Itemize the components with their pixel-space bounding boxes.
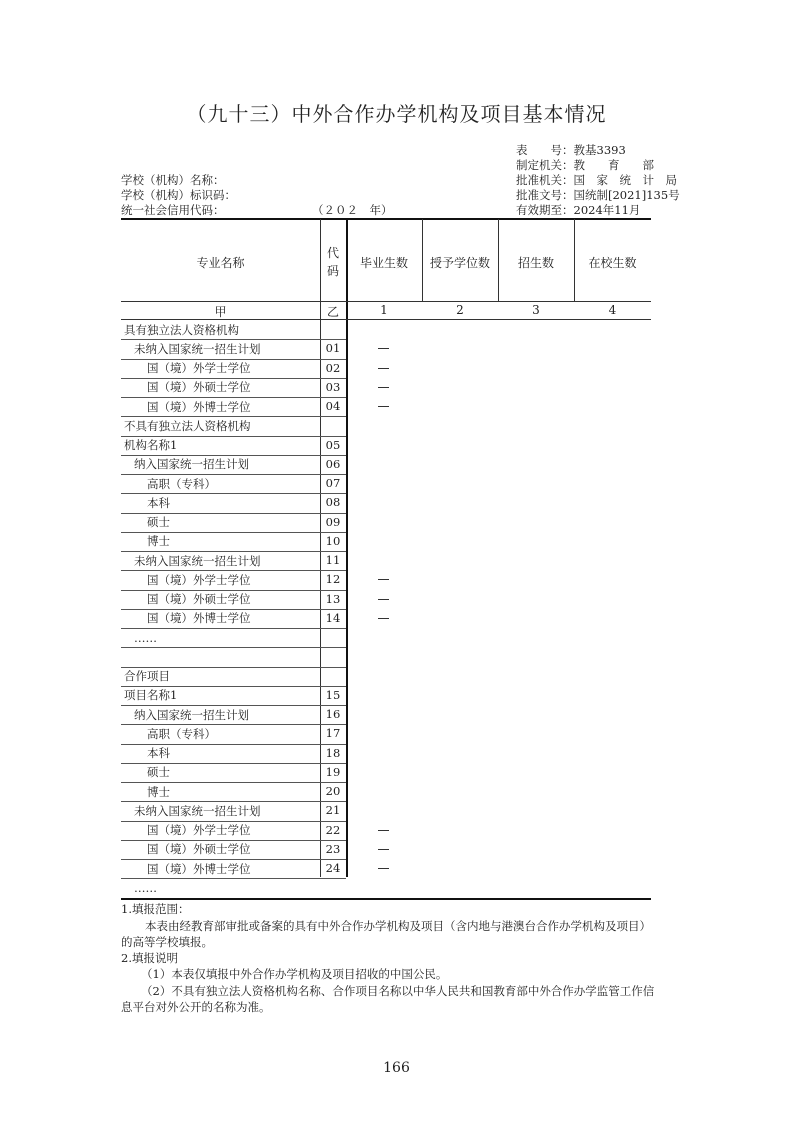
not-applicable-dash <box>378 849 389 850</box>
row-label: 高职（专科） <box>147 476 216 491</box>
authority: 制定机关：教 育 部 <box>516 158 654 172</box>
index-col-1: 1 <box>380 303 388 317</box>
row-label: 国（境）外学士学位 <box>147 572 251 587</box>
col-header-degrees: 授予学位数 <box>429 256 490 270</box>
row-label: 本科 <box>147 746 170 760</box>
row-label: 博士 <box>147 534 170 549</box>
row-code: 11 <box>325 553 341 567</box>
row-label: 纳入国家统一招生计划 <box>134 457 249 472</box>
row-label: 硕士 <box>147 765 170 780</box>
note-1-title: 1.填报范围： <box>121 902 190 916</box>
row-code: 15 <box>325 687 341 702</box>
report-year: （２０２ 年） <box>312 203 393 217</box>
row-code: 02 <box>325 360 341 375</box>
row-label: 国（境）外硕士学位 <box>147 380 251 395</box>
row-code: 03 <box>325 379 341 394</box>
row-code: 04 <box>325 399 341 413</box>
approval-doc: 批准文号：国统制[2021]135号 <box>516 188 680 202</box>
col-header-major: 专业名称 <box>196 256 245 270</box>
col-divider-data <box>346 219 348 877</box>
row-code: 13 <box>325 591 341 606</box>
table-bottom-rule <box>121 898 651 900</box>
note-2-item-1: （1）本表仅填报中外合作办学机构及项目招收的中国公民。 <box>141 967 448 981</box>
approver: 批准机关：国 家 统 计 局 <box>516 173 677 187</box>
row-label: …… <box>134 630 157 645</box>
header-rule <box>121 301 651 302</box>
row-label: 合作项目 <box>124 669 170 683</box>
row-label: 国（境）外博士学位 <box>147 861 251 876</box>
school-id-label: 学校（机构）标识码： <box>121 188 236 202</box>
col-header-enrollment: 招生数 <box>517 256 554 270</box>
row-code: 06 <box>325 456 341 471</box>
not-applicable-dash <box>378 387 389 388</box>
row-code: 09 <box>325 514 341 529</box>
not-applicable-dash <box>378 348 389 349</box>
index-major: 甲 <box>214 305 227 319</box>
not-applicable-dash <box>378 406 389 407</box>
row-label: 不具有独立法人资格机构 <box>124 418 251 433</box>
valid-until: 有效期至：2024年11月 <box>516 203 641 217</box>
note-2-item-2-line-2: 息平台对外公开的名称为准。 <box>121 1000 271 1014</box>
row-label: 高职（专科） <box>147 726 216 741</box>
row-label: 项目名称1 <box>124 688 178 703</box>
index-col-4: 4 <box>608 303 617 317</box>
row-label: 国（境）外学士学位 <box>147 823 251 837</box>
not-applicable-dash <box>378 579 389 580</box>
row-code: 17 <box>325 726 341 741</box>
school-name-label: 学校（机构）名称： <box>121 173 225 187</box>
not-applicable-dash <box>378 599 389 600</box>
not-applicable-dash <box>378 868 389 869</box>
not-applicable-dash <box>378 830 389 831</box>
row-code: 14 <box>325 610 341 625</box>
row-label: 国（境）外硕士学位 <box>147 842 251 857</box>
col-header-code-1: 代 <box>326 246 339 260</box>
row-label: 本科 <box>147 495 170 510</box>
row-label: …… <box>134 880 157 895</box>
index-code: 乙 <box>326 305 339 319</box>
note-1-line-2: 的高等学校填报。 <box>121 935 213 949</box>
row-label: 国（境）外硕士学位 <box>147 592 251 606</box>
col-header-code-2: 码 <box>326 264 339 278</box>
row-code: 12 <box>325 572 341 587</box>
row-label: 国（境）外学士学位 <box>147 361 251 375</box>
row-label: 未纳入国家统一招生计划 <box>134 553 261 568</box>
row-code: 16 <box>325 707 341 721</box>
page-number: 166 <box>383 1060 410 1076</box>
row-rule <box>121 647 346 648</box>
row-code: 19 <box>325 764 341 779</box>
row-code: 07 <box>325 476 341 490</box>
row-code: 05 <box>325 437 341 452</box>
row-label: 机构名称1 <box>124 438 178 452</box>
page-title: （九十三）中外合作办学机构及项目基本情况 <box>186 102 607 126</box>
row-label: 未纳入国家统一招生计划 <box>134 341 261 356</box>
note-2-title: 2.填报说明 <box>121 951 178 965</box>
not-applicable-dash <box>378 618 389 619</box>
form-number: 表 号：教基3393 <box>516 143 626 157</box>
row-code: 01 <box>325 341 341 356</box>
row-label: 博士 <box>147 784 170 799</box>
row-label: 未纳入国家统一招生计划 <box>134 803 261 818</box>
row-label: 国（境）外博士学位 <box>147 611 251 626</box>
row-label: 硕士 <box>147 515 170 529</box>
row-code: 23 <box>325 841 341 856</box>
row-code: 20 <box>325 784 341 798</box>
note-1-line-1: 本表由经教育部审批或备案的具有中外合作办学机构及项目（含内地与港澳台合作办学机构及项目） <box>145 919 651 933</box>
credit-code-label: 统一社会信用代码： <box>121 203 225 217</box>
row-code: 08 <box>325 495 341 510</box>
row-code: 21 <box>325 803 341 818</box>
row-code: 22 <box>325 822 341 837</box>
row-code: 10 <box>325 533 341 548</box>
row-code: 24 <box>325 861 341 875</box>
col-header-graduates: 毕业生数 <box>359 256 408 270</box>
index-col-2: 2 <box>456 303 464 317</box>
note-2-item-2-line-1: （2）不具有独立法人资格机构名称、合作项目名称以中华人民共和国教育部中外合作办学监管工作信 <box>141 984 655 998</box>
col-header-in-school: 在校生数 <box>588 256 637 270</box>
table-top-rule <box>121 218 651 220</box>
row-code: 18 <box>325 745 341 760</box>
not-applicable-dash <box>378 368 389 369</box>
row-label: 纳入国家统一招生计划 <box>134 707 249 722</box>
index-col-3: 3 <box>532 303 540 317</box>
row-label: 具有独立法人资格机构 <box>124 322 239 337</box>
row-label: 国（境）外博士学位 <box>147 399 251 414</box>
